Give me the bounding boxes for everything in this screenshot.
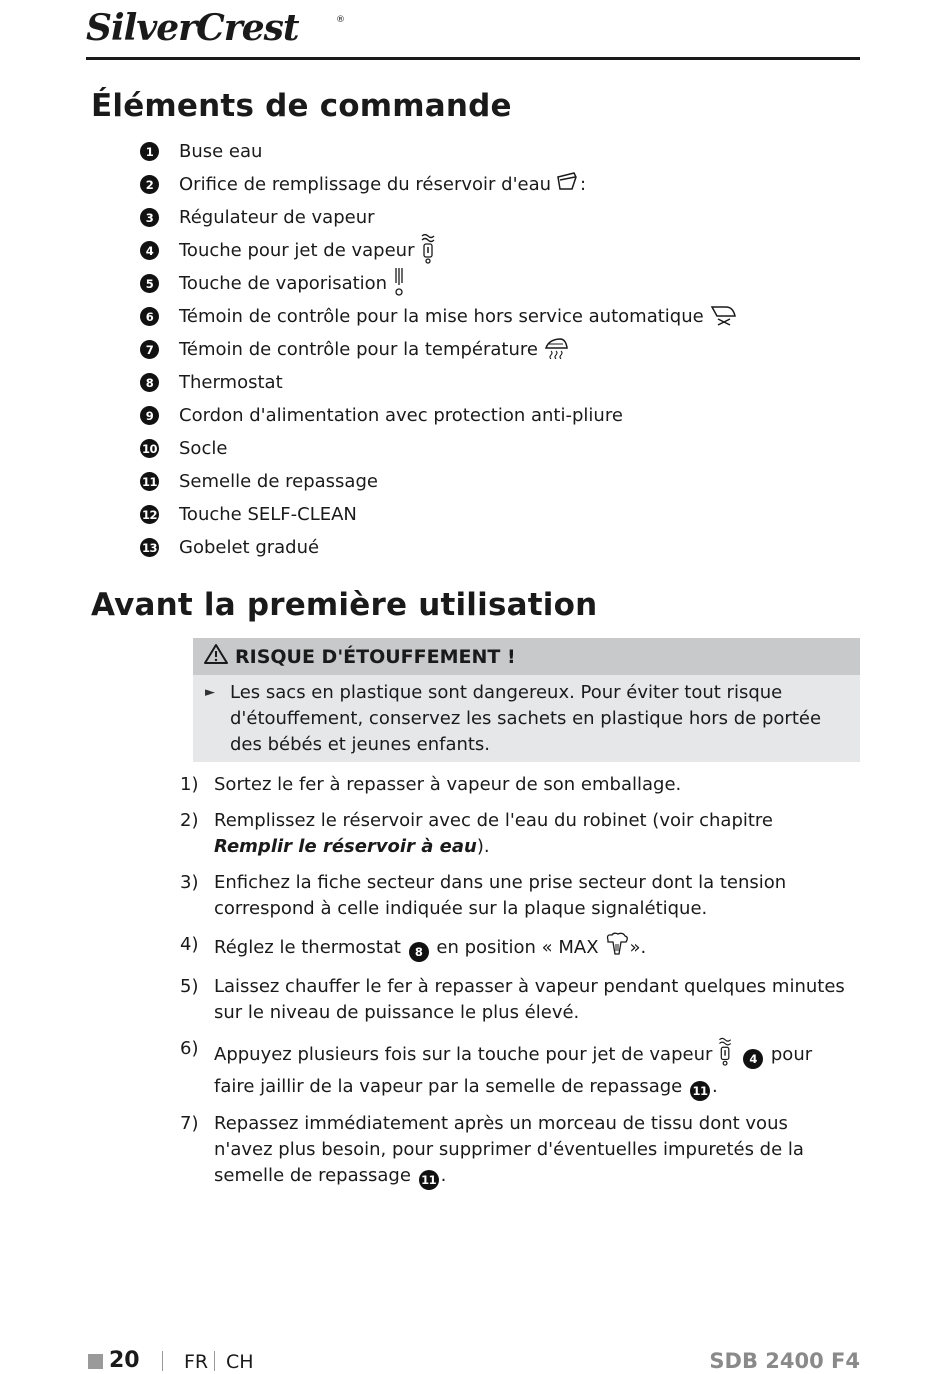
steps-list: [180, 772, 852, 1200]
item-number-badge: 11: [140, 472, 159, 491]
item-label: Touche de vaporisation: [179, 273, 388, 294]
water-tank-icon: [556, 171, 580, 198]
step-text: en position « MAX: [436, 937, 599, 958]
step-text: .: [440, 1165, 447, 1186]
list-item: [140, 267, 840, 300]
item-number-badge: 2: [140, 175, 159, 194]
item-reference-badge: 8: [409, 942, 429, 962]
item-number-badge: 9: [140, 406, 159, 425]
svg-text:®: ®: [336, 15, 345, 25]
item-label: Touche pour jet de vapeur: [179, 240, 415, 261]
spray-icon: [392, 265, 406, 302]
list-item: [140, 366, 840, 399]
chapter-reference: Remplir le réservoir à eau: [214, 836, 477, 857]
list-item: [140, 234, 840, 267]
item-label: Thermostat: [179, 372, 283, 393]
step-number: 5): [180, 976, 199, 997]
steam-shot-icon: [420, 232, 438, 269]
footer-divider: [162, 1351, 163, 1371]
item-reference-badge: 11: [419, 1170, 439, 1190]
item-suffix: :: [580, 174, 587, 195]
list-item: [140, 333, 840, 366]
item-label: Témoin de contrôle pour la mise hors service automatique: [179, 306, 704, 327]
list-item: [140, 432, 840, 465]
bullet-arrow-icon: ►: [205, 685, 215, 700]
warning-triangle-icon: [203, 643, 229, 670]
footer-divider: [214, 1351, 215, 1371]
item-number-badge: 12: [140, 505, 159, 524]
step-text: Remplissez le réservoir avec de l'eau du robinet (voir chapitre: [214, 810, 774, 831]
list-item: [140, 465, 840, 498]
item-label: Buse eau: [179, 141, 263, 162]
item-label: Semelle de repassage: [179, 471, 378, 492]
step-text: ».: [629, 937, 647, 958]
list-item: [140, 135, 840, 168]
item-number-badge: 13: [140, 538, 159, 557]
list-item: [140, 498, 840, 531]
item-number-badge: 4: [140, 241, 159, 260]
step-text: .: [711, 1076, 718, 1097]
item-number-badge: 3: [140, 208, 159, 227]
warning-header: [193, 638, 860, 675]
footer-square-marker: [88, 1354, 103, 1369]
warning-box: [193, 638, 860, 762]
footer-language: CH: [226, 1351, 254, 1373]
list-item: [180, 932, 852, 964]
step-text: Laissez chauffer le fer à repasser à vapeur pendant quelques minutes sur le niveau de puissance le plus élevé.: [214, 976, 845, 1023]
auto-off-icon: [709, 302, 739, 331]
step-number: 1): [180, 774, 199, 795]
item-label: Cordon d'alimentation avec protection anti-pliure: [179, 405, 623, 426]
item-number-badge: 5: [140, 274, 159, 293]
brand-logo: [86, 6, 356, 48]
item-label: Témoin de contrôle pour la température: [179, 339, 538, 360]
list-item: [180, 974, 852, 1026]
list-item: [140, 168, 840, 201]
item-reference-badge: 4: [743, 1049, 763, 1069]
model-number: SDB 2400 F4: [709, 1349, 860, 1373]
item-number-badge: 1: [140, 142, 159, 161]
list-item: [180, 1111, 852, 1190]
steam-shot-icon: [717, 1036, 735, 1074]
step-number: 6): [180, 1038, 199, 1059]
item-label: Régulateur de vapeur: [179, 207, 375, 228]
warning-title: RISQUE D'ÉTOUFFEMENT !: [235, 645, 516, 668]
step-number: 4): [180, 934, 199, 955]
list-item: [180, 870, 852, 922]
steam-max-icon: [604, 932, 630, 964]
warning-body: [193, 675, 860, 758]
list-item: [140, 300, 840, 333]
step-text: ).: [476, 836, 490, 857]
warning-text: Les sacs en plastique sont dangereux. Pour éviter tout risque d'étouffement, conservez les sachets en plastique hors de portée des bébés et jeunes enfants.: [230, 682, 822, 755]
item-label: Orifice de remplissage du réservoir d'eau: [179, 174, 552, 195]
list-item: [140, 201, 840, 234]
item-reference-badge: 11: [690, 1081, 710, 1101]
section-title-elements: Éléments de commande: [91, 88, 512, 124]
item-label: Gobelet gradué: [179, 537, 320, 558]
step-text: Enfichez la fiche secteur dans une prise secteur dont la tension correspond à celle indiquée sur la plaque signalétique.: [214, 872, 787, 919]
iron-temperature-icon: [543, 335, 569, 364]
item-number-badge: 8: [140, 373, 159, 392]
header-rule: [86, 57, 860, 60]
item-label: Touche SELF-CLEAN: [179, 504, 357, 525]
item-number-badge: 7: [140, 340, 159, 359]
list-item: [180, 808, 852, 860]
section-title-first-use: Avant la première utilisation: [91, 587, 598, 623]
step-text: Réglez le thermostat: [214, 937, 401, 958]
list-item: [140, 399, 840, 432]
step-text: Repassez immédiatement après un morceau de tissu dont vous n'avez plus besoin, pour supprimer d'éventuelles impuretés de la semelle de repassage: [214, 1113, 804, 1186]
item-number-badge: 6: [140, 307, 159, 326]
item-number-badge: 10: [140, 439, 159, 458]
step-number: 3): [180, 872, 199, 893]
list-item: [180, 772, 852, 798]
step-number: 7): [180, 1113, 199, 1134]
step-text: Sortez le fer à repasser à vapeur de son emballage.: [214, 774, 682, 795]
list-item: [140, 531, 840, 564]
page-number: 20: [109, 1348, 140, 1373]
step-text: pour faire jaillir de la vapeur par la semelle de repassage: [214, 1044, 813, 1097]
page-footer: [86, 1347, 860, 1374]
item-label: Socle: [179, 438, 228, 459]
brand-wordmark: SilverCrest: [86, 7, 299, 48]
step-text: Appuyez plusieurs fois sur la touche pour jet de vapeur: [214, 1044, 713, 1065]
parts-list: [140, 135, 840, 564]
list-item: [180, 1036, 852, 1101]
footer-language: FR: [184, 1351, 209, 1373]
step-number: 2): [180, 810, 199, 831]
